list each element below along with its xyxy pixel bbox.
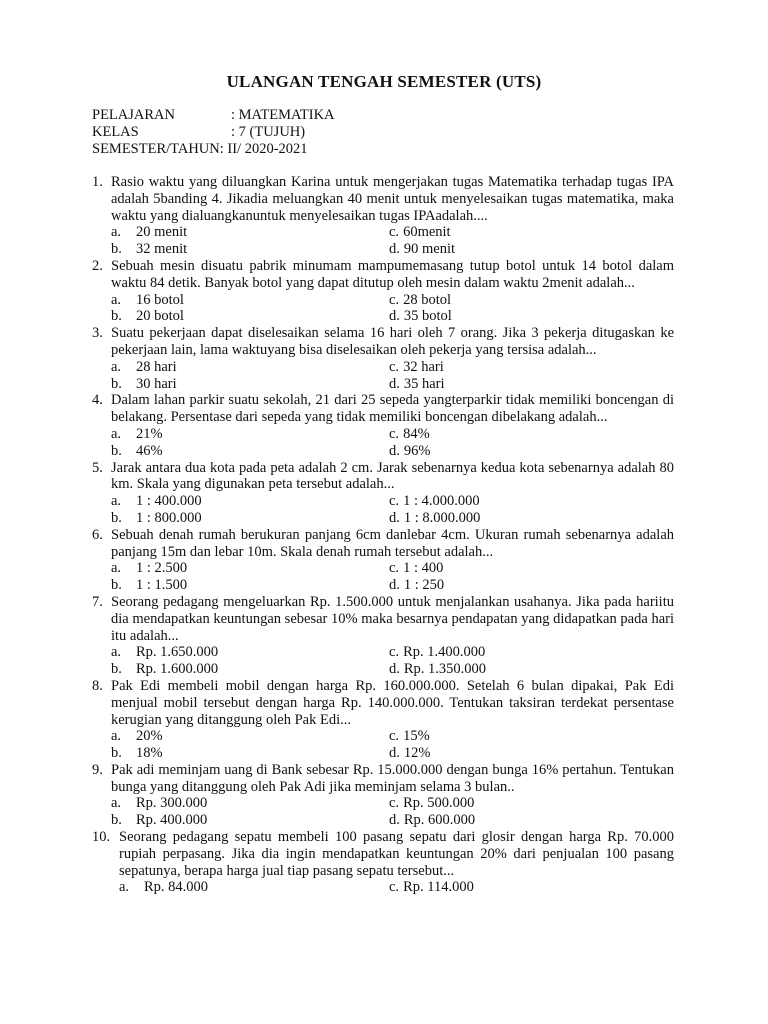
answer-option	[111, 426, 389, 443]
question-text: Pak Edi membeli mobil dengan harga Rp. 160.000.000. Setelah 6 bulan dipakai, Pak Edi menjual mobil tersebut dengan harga Rp. 140.000.000. Tentukan taksiran terdekat persentase kerugian yang ditanggung oleh Pak Edi...	[111, 677, 674, 728]
option-text: 35 hari	[403, 375, 445, 392]
question-list	[92, 174, 674, 896]
option-letter: c.	[389, 728, 400, 745]
question-item	[92, 325, 674, 392]
question-number: 9.	[92, 761, 103, 778]
answer-option	[111, 728, 389, 745]
answer-option	[389, 745, 589, 762]
option-letter: b.	[111, 577, 122, 594]
subject-label: PELAJARAN	[92, 107, 175, 123]
option-letter: a.	[111, 425, 122, 442]
answer-option	[111, 443, 389, 460]
class-label: KELAS	[92, 124, 139, 140]
answer-options	[92, 879, 674, 896]
question-row	[92, 762, 674, 796]
answer-option	[111, 745, 389, 762]
answer-option	[111, 241, 389, 258]
option-letter: b.	[111, 661, 122, 678]
question-number: 7.	[92, 593, 103, 610]
question-text: Dalam lahan parkir suatu sekolah, 21 dari 25 sepeda yangterparkir tidak memiliki boncengan di belakang. Persentase dari sepeda yang tidak memiliki boncengan dibelakang adalah...	[111, 392, 674, 426]
option-letter: a.	[111, 493, 122, 510]
option-letter: c.	[389, 224, 400, 241]
option-letter: b.	[111, 442, 122, 459]
option-letter: c.	[389, 644, 400, 661]
answer-option	[119, 879, 389, 896]
question-row	[92, 594, 674, 644]
option-letter: a.	[111, 560, 122, 577]
option-letter: d.	[389, 812, 400, 829]
option-text: 90 menit	[403, 241, 456, 258]
option-letter: c.	[389, 291, 400, 308]
option-letter: b.	[111, 509, 122, 526]
question-item	[92, 460, 674, 527]
option-letter: c.	[389, 493, 400, 510]
info-row-subject	[92, 107, 335, 124]
question-text: Seorang pedagang mengeluarkan Rp. 1.500.000 untuk menjalankan usahanya. Jika pada hariitu dia mendapatkan keuntungan sebesar 10% maka besarnya pendapatan yang didapatkan pada hari itu adalah...	[111, 593, 674, 644]
option-text: 1 : 250	[403, 577, 445, 594]
question-row	[92, 527, 674, 561]
answer-option	[389, 308, 589, 325]
question-text: Seorang pedagang sepatu membeli 100 pasang sepatu dari glosir dengan harga Rp. 70.000 rupiah perpasang. Jika dia ingin mendapatkan keuntungan 20% dari penjualan 100 pasang sepatunya, berapa harga jual tiap pasang sepatu tersebut...	[119, 829, 674, 879]
option-letter: c.	[389, 560, 400, 577]
question-number: 6.	[92, 526, 103, 543]
option-text: 1 : 800.000	[136, 509, 202, 526]
question-text: Sebuah denah rumah berukuran panjang 6cm danlebar 4cm. Ukuran rumah sebenarnya adalah panjang 15m dan lebar 10m. Skala denah rumah tersebut adalah...	[111, 526, 674, 560]
answer-options	[92, 292, 674, 326]
option-text: 96%	[403, 442, 431, 459]
question-item	[92, 258, 674, 325]
question-text: Jarak antara dua kota pada peta adalah 2 cm. Jarak sebenarnya kedua kota sebenarnya adalah 80 km. Skala yang digunakan peta tersebut adalah...	[111, 459, 674, 493]
answer-options	[92, 728, 674, 762]
question-item	[92, 829, 674, 896]
option-letter: d.	[389, 661, 400, 678]
question-item	[92, 174, 674, 258]
option-letter: b.	[111, 241, 122, 258]
option-letter: c.	[389, 425, 400, 442]
option-text: 84%	[403, 425, 430, 442]
question-number: 2.	[92, 257, 103, 274]
option-text: Rp. 1.650.000	[136, 644, 219, 661]
answer-option	[389, 577, 589, 594]
option-text: 1 : 8.000.000	[403, 509, 481, 526]
question-number: 10.	[92, 829, 111, 846]
answer-option	[111, 308, 389, 325]
exam-info	[92, 107, 335, 158]
option-text: Rp. 84.000	[144, 879, 209, 896]
answer-option	[389, 728, 589, 745]
answer-option	[111, 795, 389, 812]
option-letter: b.	[111, 812, 122, 829]
question-row	[92, 392, 674, 426]
answer-option	[389, 879, 589, 896]
answer-options	[92, 795, 674, 829]
option-text: Rp. 1.400.000	[403, 644, 486, 661]
answer-option	[111, 644, 389, 661]
option-text: Rp. 300.000	[136, 795, 208, 812]
answer-option	[389, 426, 589, 443]
question-row	[92, 174, 674, 224]
question-row	[92, 829, 674, 879]
option-letter: b.	[111, 308, 122, 325]
option-text: 20 botol	[136, 308, 184, 325]
answer-option	[389, 560, 589, 577]
option-text: 28 botol	[403, 291, 451, 308]
option-text: 20 menit	[136, 224, 188, 241]
option-letter: d.	[389, 577, 400, 594]
question-text: Pak adi meminjam uang di Bank sebesar Rp. 15.000.000 dengan bunga 16% pertahun. Tentukan bunga yang ditanggung oleh Pak Adi jika meminjam selama 3 bulan..	[111, 761, 674, 795]
option-text: 1 : 1.500	[136, 577, 188, 594]
option-text: Rp. 1.350.000	[403, 661, 487, 678]
semester-label: SEMESTER/TAHUN	[92, 141, 220, 157]
question-row	[92, 678, 674, 728]
option-letter: d.	[389, 509, 400, 526]
option-text: 32 hari	[403, 358, 444, 375]
option-text: Rp. 500.000	[403, 795, 475, 812]
option-text: 30 hari	[136, 375, 177, 392]
option-text: 12%	[403, 745, 431, 762]
question-row	[92, 258, 674, 292]
option-text: 21%	[136, 425, 163, 442]
option-letter: b.	[111, 375, 122, 392]
subject-value: : MATEMATIKA	[231, 107, 335, 123]
option-text: 60menit	[403, 224, 451, 241]
answer-option	[111, 510, 389, 527]
answer-option	[389, 224, 589, 241]
option-letter: d.	[389, 745, 400, 762]
option-text: 1 : 2.500	[136, 560, 188, 577]
info-row-semester	[92, 141, 335, 158]
option-letter: a.	[111, 795, 122, 812]
answer-option	[389, 359, 589, 376]
answer-option	[389, 795, 589, 812]
answer-options	[92, 644, 674, 678]
question-item	[92, 594, 674, 678]
option-text: 35 botol	[403, 308, 452, 325]
option-letter: a.	[111, 224, 122, 241]
option-text: Rp. 114.000	[403, 879, 474, 896]
option-letter: a.	[111, 728, 122, 745]
question-item	[92, 392, 674, 459]
question-item	[92, 678, 674, 762]
answer-option	[111, 493, 389, 510]
answer-option	[111, 292, 389, 309]
semester-value: : II/ 2020-2021	[219, 141, 308, 157]
answer-option	[389, 493, 589, 510]
question-item	[92, 762, 674, 829]
option-text: 28 hari	[136, 358, 177, 375]
answer-option	[111, 812, 389, 829]
question-number: 5.	[92, 459, 103, 476]
option-letter: c.	[389, 879, 400, 896]
option-text: 32 menit	[136, 241, 188, 258]
answer-option	[389, 292, 589, 309]
answer-option	[111, 376, 389, 393]
option-letter: c.	[389, 795, 400, 812]
question-text: Rasio waktu yang diluangkan Karina untuk mengerjakan tugas Matematika terhadap tugas IPA adalah 5banding 4. Jikadia meluangkan 40 menit untuk menyelesaikan tugas matematika, maka waktu yang dialuangkanuntuk menyelesaikan tugas IPAadalah....	[111, 174, 674, 224]
answer-option	[111, 560, 389, 577]
answer-option	[389, 812, 589, 829]
answer-options	[92, 560, 674, 594]
answer-options	[92, 426, 674, 460]
option-text: 15%	[403, 728, 430, 745]
question-item	[92, 527, 674, 594]
option-text: 20%	[136, 728, 163, 745]
option-text: 1 : 400.000	[136, 493, 202, 510]
answer-option	[111, 661, 389, 678]
question-text: Suatu pekerjaan dapat diselesaikan selama 16 hari oleh 7 orang. Jika 3 pekerja ditugaskan ke pekerjaan lain, lama waktuyang bisa diselesaikan oleh pekerja yang tersisa adalah...	[111, 325, 674, 358]
question-number: 3.	[92, 325, 103, 342]
option-text: 46%	[136, 442, 163, 459]
question-number: 1.	[92, 174, 103, 190]
option-letter: a.	[111, 644, 122, 661]
answer-option	[389, 241, 589, 258]
option-letter: b.	[111, 745, 122, 762]
answer-option	[389, 644, 589, 661]
answer-option	[389, 443, 589, 460]
answer-options	[92, 493, 674, 527]
option-letter: d.	[389, 442, 400, 459]
answer-option	[389, 661, 589, 678]
option-text: 1 : 400	[403, 560, 444, 577]
option-text: Rp. 1.600.000	[136, 661, 219, 678]
answer-option	[389, 510, 589, 527]
answer-options	[92, 359, 674, 393]
option-letter: d.	[389, 241, 400, 258]
option-letter: d.	[389, 308, 400, 325]
answer-option	[389, 376, 589, 393]
option-text: 18%	[136, 745, 163, 762]
option-letter: c.	[389, 358, 400, 375]
question-row	[92, 460, 674, 494]
page-title: ULANGAN TENGAH SEMESTER (UTS)	[226, 72, 542, 91]
option-text: 1 : 4.000.000	[403, 493, 480, 510]
option-text: 16 botol	[136, 291, 184, 308]
option-text: Rp. 400.000	[136, 812, 208, 829]
question-number: 4.	[92, 392, 103, 409]
info-row-class	[92, 124, 335, 141]
option-letter: a.	[111, 358, 122, 375]
question-row	[92, 325, 674, 359]
answer-option	[111, 359, 389, 376]
class-value: : 7 (TUJUH)	[231, 124, 306, 140]
question-text: Sebuah mesin disuatu pabrik minumam mampumemasang tutup botol untuk 14 botol dalam waktu 84 detik. Banyak botol yang dapat ditutup oleh mesin dalam waktu 2menit adalah...	[111, 257, 674, 291]
answer-options	[92, 224, 674, 258]
option-letter: a.	[119, 879, 130, 896]
option-letter: d.	[389, 375, 400, 392]
option-letter: a.	[111, 291, 122, 308]
option-text: Rp. 600.000	[403, 812, 476, 829]
answer-option	[111, 224, 389, 241]
answer-option	[111, 577, 389, 594]
question-number: 8.	[92, 677, 103, 694]
